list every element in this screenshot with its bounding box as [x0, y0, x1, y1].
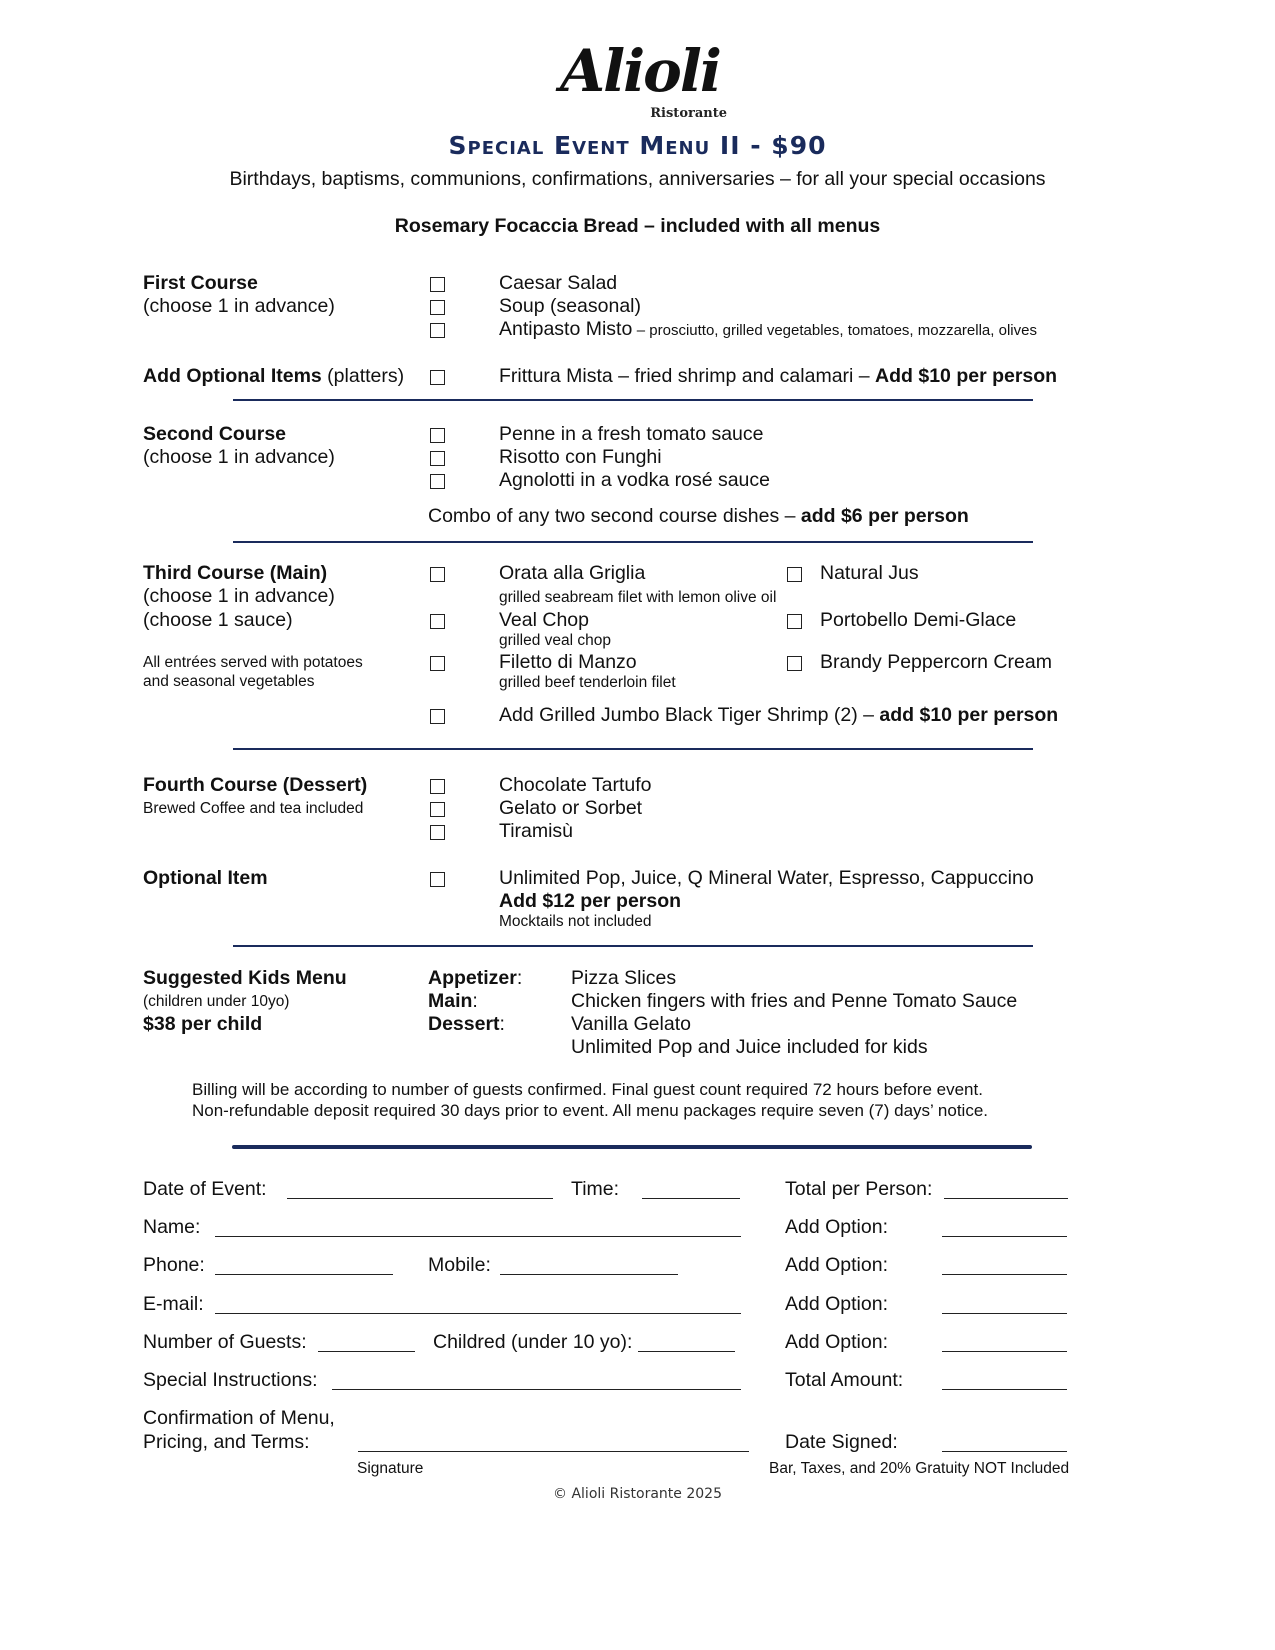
optional-platters-bold: Add Optional Items: [143, 365, 322, 387]
optional-item-label: Optional Item: [143, 867, 268, 889]
kids-row-value: Vanilla Gelato: [571, 1013, 691, 1035]
second-course-label: Second Course: [143, 423, 287, 445]
fourth-course-label: Fourth Course (Dessert): [143, 774, 368, 796]
restaurant-logo: [545, 36, 735, 126]
num-guests-label: Number of Guests:: [143, 1331, 307, 1353]
checkbox-tiramisu[interactable]: [430, 825, 445, 840]
dessert-item: Gelato or Sorbet: [499, 797, 643, 819]
add-option-field[interactable]: [942, 1218, 1067, 1237]
main-item-name: Orata alla Griglia: [499, 562, 646, 584]
third-course-sauce-instruction: (choose 1 sauce): [143, 609, 293, 631]
add-option-label: Add Option:: [785, 1254, 888, 1276]
first-course-instruction: (choose 1 in advance): [143, 295, 335, 317]
bread-note: Rosemary Focaccia Bread – included with all menus: [394, 215, 881, 237]
signature-caption: Signature: [357, 1460, 424, 1477]
checkbox-unlimited-beverages[interactable]: [430, 872, 445, 887]
checkbox-agnolotti[interactable]: [430, 474, 445, 489]
checkbox-veal-chop[interactable]: [430, 614, 445, 629]
kids-key-label: Main: [428, 990, 473, 1012]
confirmation-label: Pricing, and Terms:: [143, 1431, 310, 1453]
sauce-option: Brandy Peppercorn Cream: [820, 651, 1052, 673]
date-of-event-label: Date of Event:: [143, 1178, 267, 1200]
optional-platters-label: [143, 365, 404, 388]
mobile-label: Mobile:: [428, 1254, 491, 1276]
checkbox-natural-jus[interactable]: [787, 567, 802, 582]
form-divider: [232, 1145, 1032, 1149]
first-course-label: First Course: [143, 272, 258, 294]
signature-field[interactable]: [358, 1433, 749, 1452]
add-option-label: Add Option:: [785, 1293, 888, 1315]
checkbox-tartufo[interactable]: [430, 779, 445, 794]
dessert-item: Chocolate Tartufo: [499, 774, 652, 796]
total-per-person-field[interactable]: [944, 1180, 1068, 1199]
frittura-mista-item: [499, 365, 1057, 388]
item-text: Frittura Mista – fried shrimp and calamari –: [499, 365, 876, 387]
second-course-item: Risotto con Funghi: [499, 446, 662, 468]
kids-menu-price: $38 per child: [143, 1013, 263, 1035]
phone-field[interactable]: [215, 1256, 393, 1275]
special-instructions-label: Special Instructions:: [143, 1369, 318, 1391]
checkbox-soup[interactable]: [430, 300, 445, 315]
checkbox-portobello[interactable]: [787, 614, 802, 629]
optional-beverage-price: Add $12 per person: [499, 890, 682, 912]
checkbox-gelato[interactable]: [430, 802, 445, 817]
add-option-label: Add Option:: [785, 1216, 888, 1238]
optional-platters-rest: (platters): [321, 365, 405, 387]
optional-beverage-item: Unlimited Pop, Juice, Q Mineral Water, Espresso, Cappuccino: [499, 867, 1034, 889]
email-label: E-mail:: [143, 1293, 204, 1315]
item-detail: – prosciutto, grilled vegetables, tomatoes, mozzarella, olives: [636, 322, 1037, 339]
kids-key-label: Dessert: [428, 1013, 500, 1035]
kids-menu-label: Suggested Kids Menu: [143, 967, 347, 989]
confirmation-label: Confirmation of Menu,: [143, 1407, 335, 1429]
add-option-field[interactable]: [942, 1333, 1067, 1352]
dessert-item: Tiramisù: [499, 820, 574, 842]
kids-key-label: Appetizer: [428, 967, 517, 989]
date-of-event-field[interactable]: [287, 1180, 553, 1199]
total-amount-label: Total Amount:: [785, 1369, 904, 1391]
add-option-field[interactable]: [942, 1295, 1067, 1314]
kids-row-value: Unlimited Pop and Juice included for kids: [571, 1036, 928, 1058]
second-course-instruction: (choose 1 in advance): [143, 446, 335, 468]
logo-subtitle: Ristorante: [650, 106, 727, 121]
name-field[interactable]: [215, 1218, 741, 1237]
billing-note: Non-refundable deposit required 30 days prior to event. All menu packages require seven (7) days’ notice.: [192, 1101, 988, 1120]
sauce-option: Natural Jus: [820, 562, 919, 584]
add-option-field[interactable]: [942, 1256, 1067, 1275]
date-signed-label: Date Signed:: [785, 1431, 898, 1453]
add-option-label: Add Option:: [785, 1331, 888, 1353]
main-item-name: Filetto di Manzo: [499, 651, 637, 673]
occasions-subtitle: Birthdays, baptisms, communions, confirmations, anniversaries – for all your special occasions: [229, 168, 1046, 190]
logo-script-text: Alioli: [560, 37, 720, 105]
section-divider: [233, 541, 1033, 543]
checkbox-frittura-mista[interactable]: [430, 370, 445, 385]
kids-row-value: Chicken fingers with fries and Penne Tomato Sauce: [571, 990, 1018, 1012]
checkbox-antipasto[interactable]: [430, 323, 445, 338]
kids-row-value: Pizza Slices: [571, 967, 677, 989]
section-divider: [233, 748, 1033, 750]
kids-row-key: Main:: [428, 990, 478, 1012]
phone-label: Phone:: [143, 1254, 205, 1276]
second-course-item: Agnolotti in a vodka rosé sauce: [499, 469, 771, 491]
date-signed-field[interactable]: [942, 1433, 1067, 1452]
fourth-course-note: Brewed Coffee and tea included: [143, 800, 364, 817]
checkbox-filetto[interactable]: [430, 656, 445, 671]
second-course-item: Penne in a fresh tomato sauce: [499, 423, 764, 445]
time-label: Time:: [571, 1178, 620, 1200]
addon-text: Add Grilled Jumbo Black Tiger Shrimp (2) –: [499, 704, 880, 726]
combo-price: add $6 per person: [800, 505, 969, 527]
total-per-person-label: Total per Person:: [785, 1178, 933, 1200]
name-label: Name:: [143, 1216, 201, 1238]
sauce-option: Portobello Demi-Glace: [820, 609, 1017, 631]
mocktails-note: Mocktails not included: [499, 913, 652, 930]
third-course-label: Third Course (Main): [143, 562, 328, 584]
addon-price: add $10 per person: [879, 704, 1059, 726]
page-title: Special Event Menu II - $90: [448, 131, 827, 160]
special-instructions-field[interactable]: [332, 1371, 741, 1390]
checkbox-orata[interactable]: [430, 567, 445, 582]
main-item-detail: grilled beef tenderloin filet: [499, 674, 676, 691]
mobile-field[interactable]: [500, 1256, 678, 1275]
entree-note: and seasonal vegetables: [143, 673, 315, 690]
item-price: Add $10 per person: [875, 365, 1058, 387]
section-divider: [233, 945, 1033, 947]
main-item-detail: grilled seabream filet with lemon olive oil: [499, 589, 777, 606]
checkbox-caesar-salad[interactable]: [430, 277, 445, 292]
copyright: © Alioli Ristorante 2025: [553, 1486, 722, 1502]
kids-menu-age: (children under 10yo): [143, 993, 290, 1010]
children-label: Childred (under 10 yo):: [433, 1331, 633, 1353]
kids-row-key: Appetizer:: [428, 967, 523, 989]
checkbox-add-shrimp[interactable]: [430, 709, 445, 724]
shrimp-addon: [499, 704, 1058, 727]
first-course-item: [499, 318, 1037, 341]
checkbox-risotto[interactable]: [430, 451, 445, 466]
combo-text: Combo of any two second course dishes –: [428, 505, 801, 527]
checkbox-brandy-peppercorn[interactable]: [787, 656, 802, 671]
billing-note: Billing will be according to number of guests confirmed. Final guest count required 72 hours before event.: [192, 1080, 983, 1099]
main-item-name: Veal Chop: [499, 609, 589, 631]
children-field[interactable]: [638, 1333, 735, 1352]
checkbox-penne[interactable]: [430, 428, 445, 443]
kids-row-key: Dessert:: [428, 1013, 505, 1035]
main-item-detail: grilled veal chop: [499, 632, 612, 649]
gratuity-disclaimer: Bar, Taxes, and 20% Gratuity NOT Included: [769, 1460, 1070, 1477]
section-divider: [233, 399, 1033, 401]
first-course-item: Soup (seasonal): [499, 295, 642, 317]
num-guests-field[interactable]: [318, 1333, 415, 1352]
email-field[interactable]: [215, 1295, 741, 1314]
entree-note: All entrées served with potatoes: [143, 654, 363, 671]
time-field[interactable]: [642, 1180, 740, 1199]
third-course-instruction: (choose 1 in advance): [143, 585, 335, 607]
total-amount-field[interactable]: [942, 1371, 1067, 1390]
second-course-combo: [428, 505, 969, 528]
item-name: Antipasto Misto: [499, 318, 633, 340]
first-course-item: Caesar Salad: [499, 272, 618, 294]
